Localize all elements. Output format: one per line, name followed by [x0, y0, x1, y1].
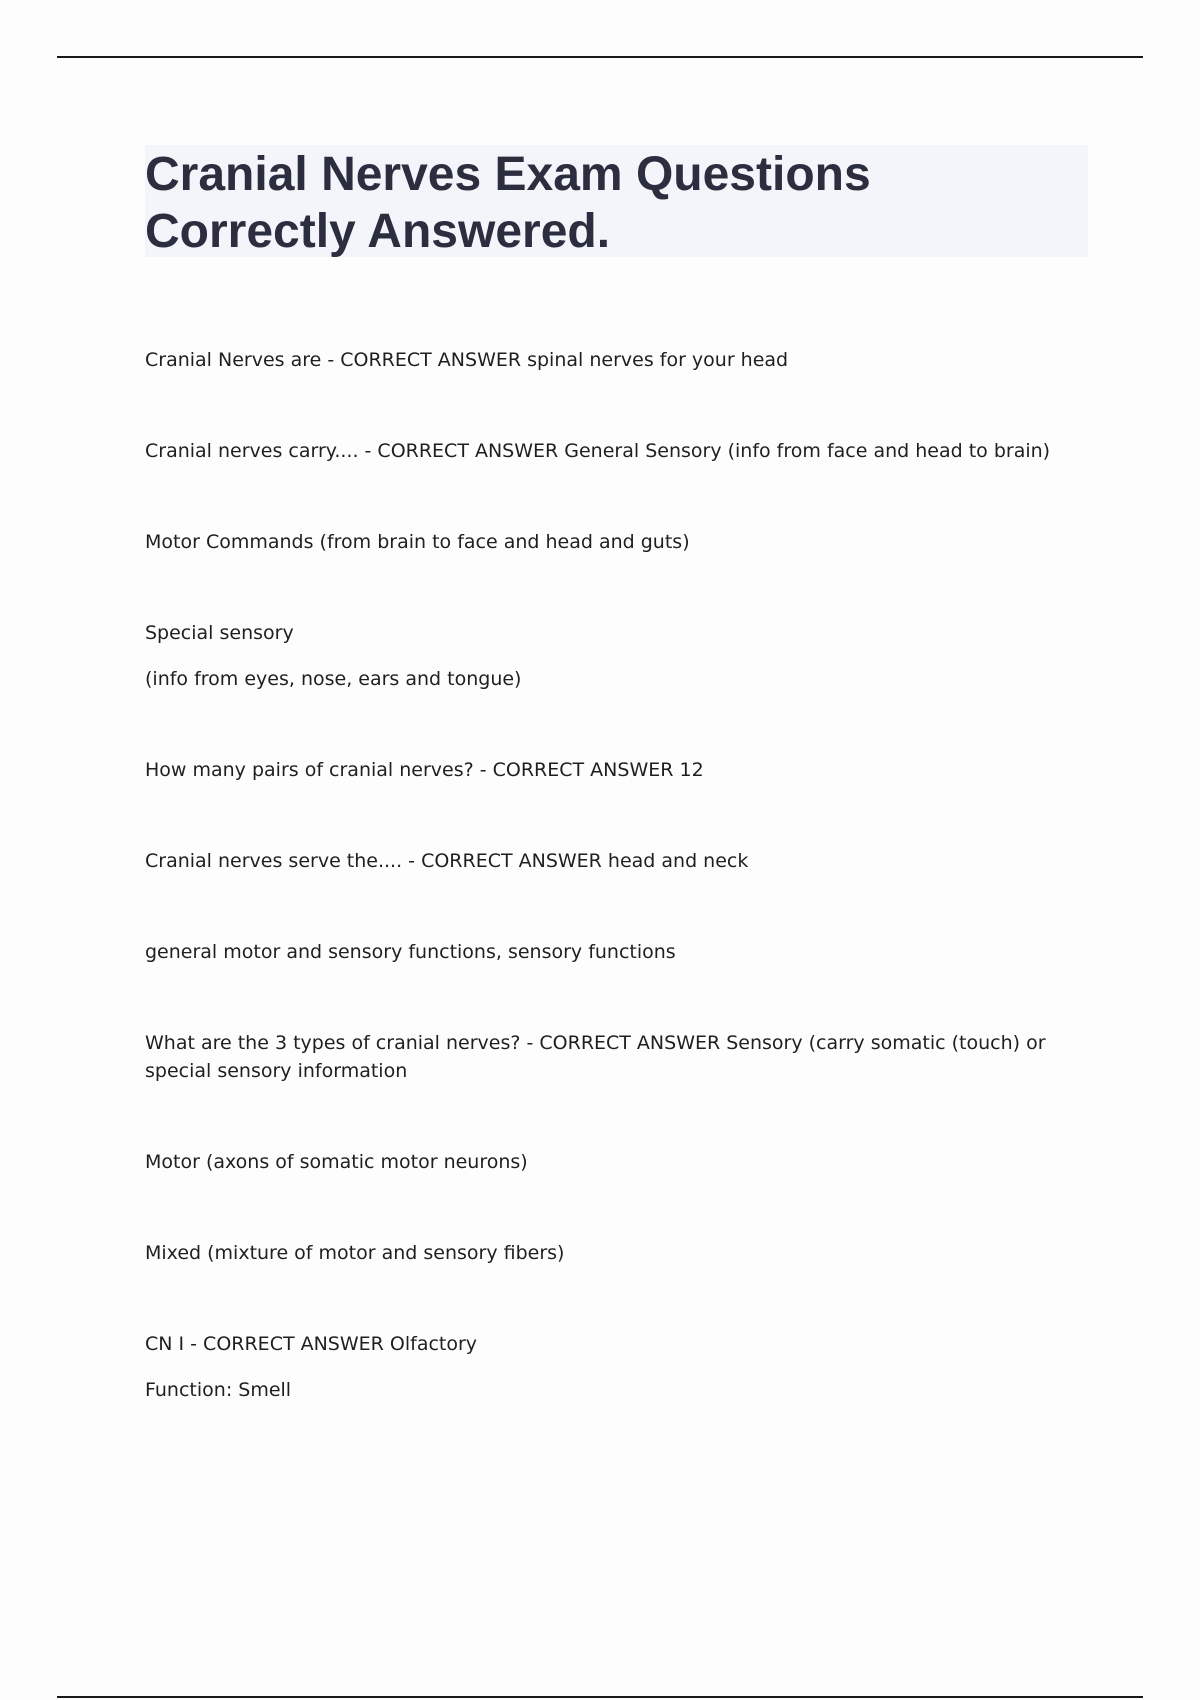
paragraph: Cranial nerves carry.... - CORRECT ANSWER General Sensory (info from face and head to brain) [145, 440, 1051, 462]
paragraph: Mixed (mixture of motor and sensory fibers) [145, 1242, 565, 1264]
paragraph: (info from eyes, nose, ears and tongue) [145, 668, 522, 690]
paragraph: What are the 3 types of cranial nerves? - CORRECT ANSWER Sensory (carry somatic (touch) or special sensory information [145, 1032, 1046, 1082]
header-rule [57, 56, 1143, 58]
paragraph: general motor and sensory functions, sensory functions [145, 941, 676, 963]
footer-rule [57, 1696, 1143, 1698]
paragraph: Cranial nerves serve the.... - CORRECT ANSWER head and neck [145, 850, 749, 872]
paragraph: Function: Smell [145, 1379, 292, 1401]
title-line-1: Cranial Nerves Exam Questions [145, 148, 871, 201]
paragraph: Special sensory [145, 622, 294, 644]
title-line-2: Correctly Answered. [145, 205, 611, 258]
paragraph: Motor (axons of somatic motor neurons) [145, 1151, 528, 1173]
paragraph: CN I - CORRECT ANSWER Olfactory [145, 1333, 478, 1355]
paragraph: Cranial Nerves are - CORRECT ANSWER spinal nerves for your head [145, 349, 789, 371]
paragraph: How many pairs of cranial nerves? - CORRECT ANSWER 12 [145, 759, 704, 781]
paragraph: Motor Commands (from brain to face and head and guts) [145, 531, 690, 553]
document-title [145, 146, 1085, 260]
